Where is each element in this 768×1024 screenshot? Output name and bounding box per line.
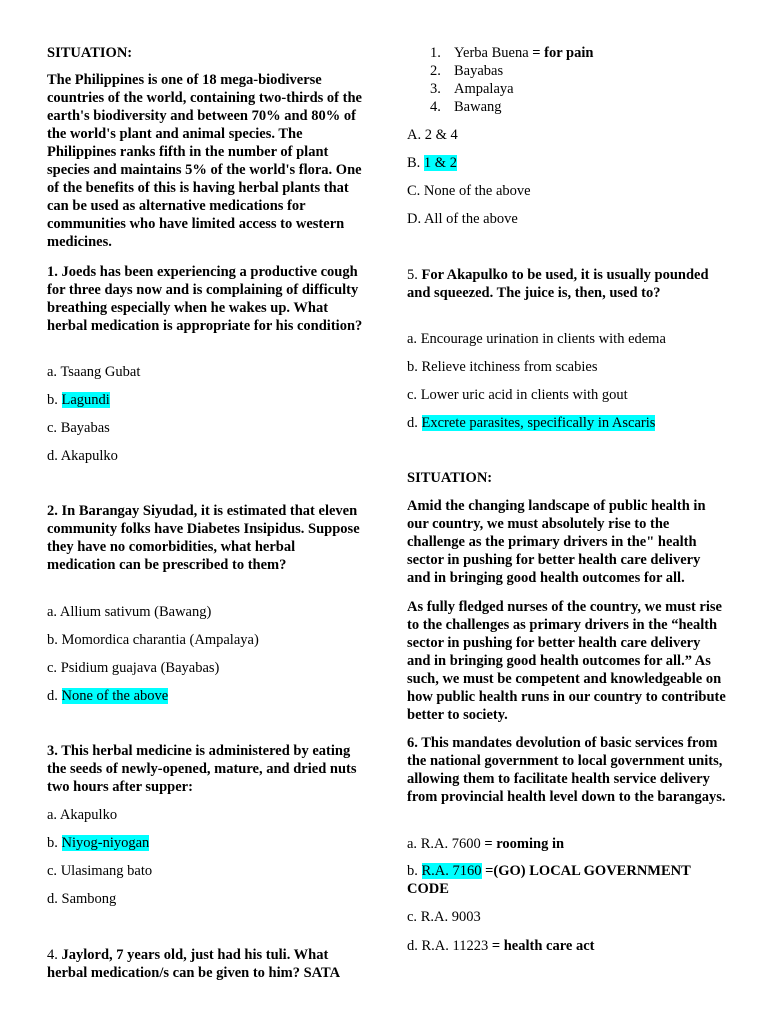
option-text: Akapulko bbox=[60, 448, 118, 464]
q2-option-d bbox=[47, 687, 365, 705]
option-letter: c. bbox=[47, 863, 58, 879]
option-text: Bayabas bbox=[60, 420, 110, 436]
option-text: R.A. 7600 bbox=[420, 836, 481, 852]
handwritten-note: = rooming in bbox=[480, 836, 565, 852]
highlighted-answer: Lagundi bbox=[61, 392, 110, 408]
handwritten-note: =(GO) LOCAL GOVERNMENT CODE bbox=[407, 863, 691, 897]
option-letter: b. bbox=[47, 632, 58, 648]
q5-option-b bbox=[407, 358, 727, 376]
option-letter: D. bbox=[407, 211, 422, 227]
q5-option-a bbox=[407, 330, 727, 348]
list-item bbox=[407, 98, 727, 116]
question-3 bbox=[47, 742, 365, 796]
question-4 bbox=[47, 946, 365, 982]
list-text: Ampalaya bbox=[454, 81, 514, 97]
question-text: This mandates devolution of basic services from the national government to local government units, allowing them to facilitate health service delivery from provincial health level down to the barangays. bbox=[407, 735, 726, 805]
option-letter: b. bbox=[47, 392, 58, 408]
q4-option-b bbox=[407, 154, 727, 172]
question-text: For Akapulko to be used, it is usually pounded and squeezed. The juice is, then, used to? bbox=[407, 267, 709, 301]
q2-option-a bbox=[47, 603, 365, 621]
q2-option-c bbox=[47, 659, 365, 677]
list-item bbox=[407, 44, 727, 62]
option-letter: B. bbox=[407, 155, 421, 171]
highlighted-answer: Excrete parasites, specifically in Ascaris bbox=[421, 415, 656, 431]
option-text: Sambong bbox=[61, 891, 117, 907]
handwritten-note: = for pain bbox=[528, 45, 594, 61]
option-text: Relieve itchiness from scabies bbox=[421, 359, 598, 375]
highlighted-answer: None of the above bbox=[61, 688, 169, 704]
option-text: Allium sativum (Bawang) bbox=[59, 604, 212, 620]
option-letter: d. bbox=[47, 448, 58, 464]
q5-option-d bbox=[407, 414, 727, 432]
situation-1-heading: SITUATION: bbox=[47, 45, 133, 61]
option-letter: b. bbox=[407, 863, 418, 879]
q6-option-a bbox=[407, 835, 727, 853]
option-letter: a. bbox=[407, 331, 418, 347]
option-letter: a. bbox=[47, 604, 58, 620]
question-text: This herbal medicine is administered by eating the seeds of newly-opened, mature, and dried nuts two hours after supper: bbox=[47, 743, 357, 795]
option-text: Encourage urination in clients with edema bbox=[420, 331, 666, 347]
q1-option-d bbox=[47, 447, 365, 465]
list-item bbox=[407, 80, 727, 98]
highlighted-answer: 1 & 2 bbox=[423, 155, 457, 171]
question-6 bbox=[407, 734, 727, 806]
q1-option-b bbox=[47, 391, 365, 409]
option-text: All of the above bbox=[423, 211, 518, 227]
option-letter: b. bbox=[407, 359, 418, 375]
option-letter: a. bbox=[47, 807, 58, 823]
question-number: 5. bbox=[407, 267, 418, 283]
q3-option-a bbox=[47, 806, 365, 824]
option-text: R.A. 9003 bbox=[420, 909, 481, 925]
option-text: Psidium guajava (Bayabas) bbox=[60, 660, 220, 676]
option-letter: c. bbox=[47, 420, 58, 436]
question-number: 2. bbox=[47, 503, 58, 519]
list-item bbox=[407, 62, 727, 80]
option-text: R.A. 11223 bbox=[421, 938, 489, 954]
option-letter: c. bbox=[407, 909, 418, 925]
list-number: 3. bbox=[430, 81, 441, 97]
option-text: Tsaang Gubat bbox=[60, 364, 141, 380]
question-2 bbox=[47, 502, 365, 574]
question-text: Jaylord, 7 years old, just had his tuli. What herbal medication/s can be given to him? SATA bbox=[47, 947, 341, 981]
list-number: 2. bbox=[430, 63, 441, 79]
question-1 bbox=[47, 263, 365, 335]
question-number: 1. bbox=[47, 264, 58, 280]
question-text: In Barangay Siyudad, it is estimated that eleven community folks have Diabetes Insipidus. Suppose they have no comorbidities, what herbal medication can be prescribed to them? bbox=[47, 503, 360, 573]
list-text: Bawang bbox=[454, 99, 502, 115]
option-text: Akapulko bbox=[59, 807, 118, 823]
situation-2-para-2: As fully fledged nurses of the country, we must rise to the challenges as primary drivers in the “health sector in pushing for better health care delivery and in bringing good health outcomes for all.” As such, we must be competent and knowledgeable on how public health runs in our country to contribute better to society. bbox=[407, 599, 726, 723]
q3-option-b bbox=[47, 834, 365, 852]
q1-option-a bbox=[47, 363, 365, 381]
option-letter: d. bbox=[47, 891, 58, 907]
list-number: 1. bbox=[430, 45, 441, 61]
option-letter: d. bbox=[47, 688, 58, 704]
option-text: Ulasimang bato bbox=[60, 863, 153, 879]
option-text: None of the above bbox=[423, 183, 531, 199]
q6-option-d bbox=[407, 937, 727, 955]
option-text: Momordica charantia (Ampalaya) bbox=[61, 632, 259, 648]
option-letter: b. bbox=[47, 835, 58, 851]
list-number: 4. bbox=[430, 99, 441, 115]
option-letter: c. bbox=[47, 660, 58, 676]
q5-option-c bbox=[407, 386, 727, 404]
question-text: Joeds has been experiencing a productive cough for three days now and is complaining of difficulty breathing especially when he wakes up. What herbal medication is appropriate for his condition? bbox=[47, 264, 363, 334]
q4-numbered-list bbox=[407, 44, 727, 116]
list-text: Yerba Buena bbox=[454, 45, 529, 61]
option-letter: d. bbox=[407, 415, 418, 431]
situation-2-heading: SITUATION: bbox=[407, 470, 493, 486]
q6-option-c bbox=[407, 908, 727, 926]
q3-option-c bbox=[47, 862, 365, 880]
list-text: Bayabas bbox=[454, 63, 504, 79]
option-letter: a. bbox=[407, 836, 418, 852]
question-number: 6. bbox=[407, 735, 418, 751]
option-letter: c. bbox=[407, 387, 418, 403]
q4-option-c bbox=[407, 182, 727, 200]
q3-option-d bbox=[47, 890, 365, 908]
q1-option-c bbox=[47, 419, 365, 437]
question-5 bbox=[407, 266, 727, 302]
option-letter: A. bbox=[407, 127, 422, 143]
q6-option-b bbox=[407, 862, 727, 898]
question-number: 3. bbox=[47, 743, 58, 759]
q4-option-a bbox=[407, 126, 727, 144]
option-letter: d. bbox=[407, 938, 418, 954]
highlighted-answer: R.A. 7160 bbox=[421, 863, 482, 879]
handwritten-note: = health care act bbox=[488, 938, 595, 954]
option-letter: C. bbox=[407, 183, 421, 199]
situation-1-body: The Philippines is one of 18 mega-biodiverse countries of the world, containing two-thirds of the earth's biodiversity and between 70% and 80% of the world's plant and animal species. The Philippines ranks fifth in the number of plant species and maintains 5% of the world's flora. One of the benefits of this is having herbal plants that can be used as alternative medications for communities who have limited access to western medicines. bbox=[47, 72, 362, 250]
q2-option-b bbox=[47, 631, 365, 649]
option-text: Lower uric acid in clients with gout bbox=[420, 387, 628, 403]
highlighted-answer: Niyog-niyogan bbox=[61, 835, 150, 851]
q4-option-d bbox=[407, 210, 727, 228]
question-number: 4. bbox=[47, 947, 58, 963]
option-letter: a. bbox=[47, 364, 58, 380]
situation-2-para-1: Amid the changing landscape of public health in our country, we must absolutely rise to the challenge as the primary drivers in the" health sector in pushing for better health care delivery and in bringing good health outcomes for all. bbox=[407, 498, 706, 586]
option-text: 2 & 4 bbox=[424, 127, 458, 143]
